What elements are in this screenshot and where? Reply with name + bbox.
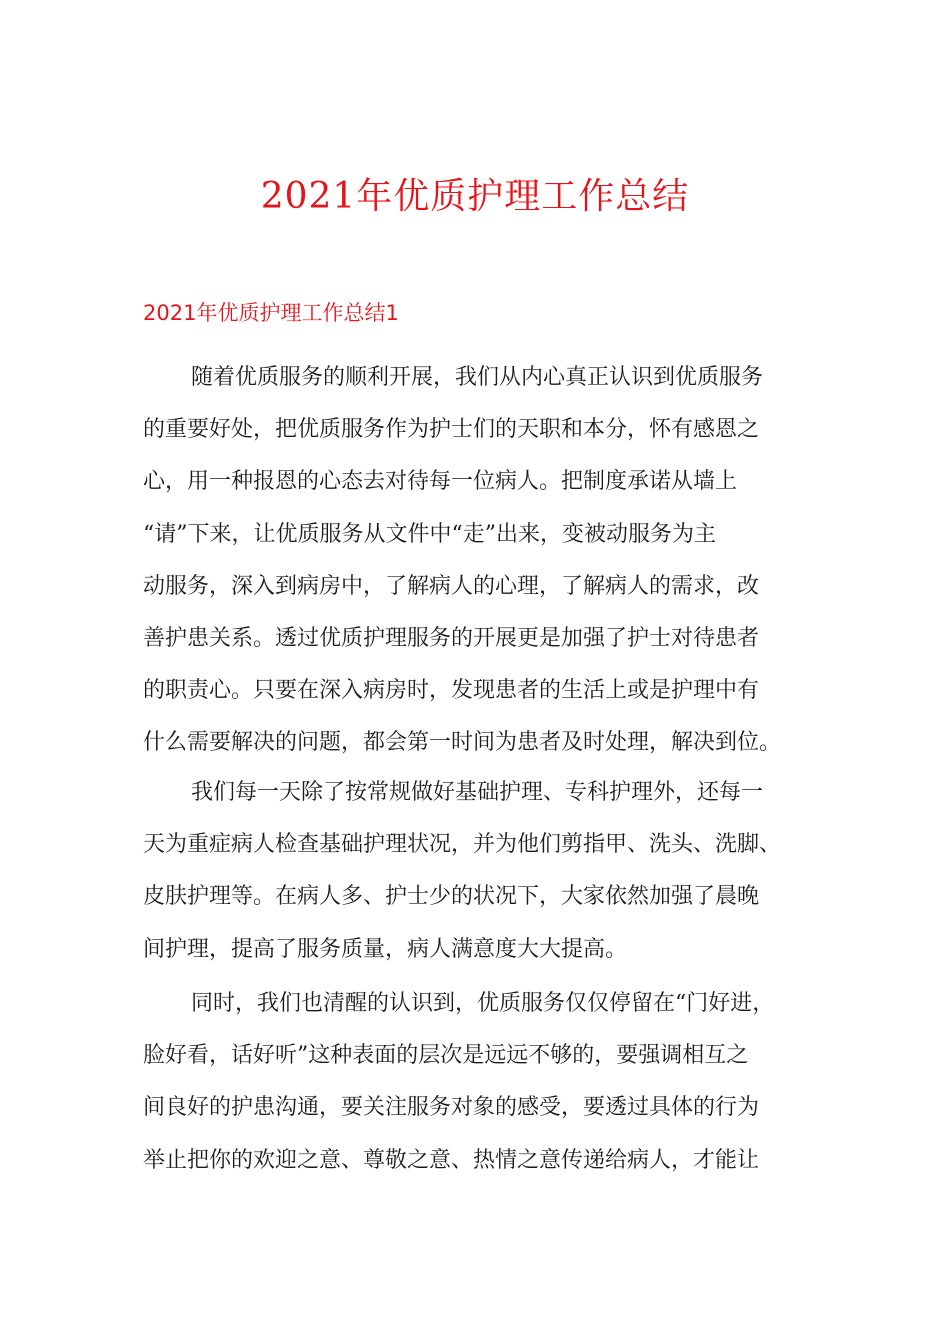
paragraph-line: “请”下来，让优质服务从文件中“走”出来，变被动服务为主 <box>143 521 716 547</box>
paragraph-line: 皮肤护理等。在病人多、护士少的状况下，大家依然加强了晨晚 <box>143 884 760 910</box>
paragraph-line: 什么需要解决的问题，都会第一时间为患者及时处理，解决到位。 <box>143 730 782 756</box>
paragraph-line: 间良好的护患沟通，要关注服务对象的感受，要透过具体的行为 <box>143 1095 760 1121</box>
paragraph-line: 随着优质服务的顺利开展，我们从内心真正认识到优质服务 <box>191 365 764 390</box>
paragraph-line: 动服务，深入到病房中，了解病人的心理，了解病人的需求，改 <box>143 573 760 599</box>
paragraph-line: 心，用一种报恩的心态去对待每一位病人。把制度承诺从墙上 <box>143 469 738 495</box>
section-heading: 2021年优质护理工作总结1 <box>143 301 399 325</box>
paragraph-line: 间护理，提高了服务质量，病人满意度大大提高。 <box>143 936 628 962</box>
paragraph-line: 善护患关系。透过优质护理服务的开展更是加强了护士对待患者 <box>143 625 760 651</box>
paragraph-line: 我们每一天除了按常规做好基础护理、专科护理外，还每一 <box>191 780 764 805</box>
paragraph-3 <box>143 978 823 1187</box>
paragraph-line: 举止把你的欢迎之意、尊敬之意、热情之意传递给病人，才能让 <box>143 1147 760 1173</box>
paragraph-line: 的重要好处，把优质服务作为护士们的天职和本分，怀有感恩之 <box>143 417 760 443</box>
paragraph-1 <box>143 352 823 770</box>
paragraph-line: 天为重症病人检查基础护理状况，并为他们剪指甲、洗头、洗脚、 <box>143 832 782 858</box>
paragraph-2 <box>143 767 823 976</box>
paragraph-line: 脸好看，话好听”这种表面的层次是远远不够的，要强调相互之 <box>143 1043 749 1069</box>
paragraph-line: 同时，我们也清醒的认识到，优质服务仅仅停留在“门好进， <box>191 991 775 1016</box>
paragraph-line: 的职责心。只要在深入病房时，发现患者的生活上或是护理中有 <box>143 678 760 704</box>
document-title: 2021年优质护理工作总结 <box>260 176 690 217</box>
